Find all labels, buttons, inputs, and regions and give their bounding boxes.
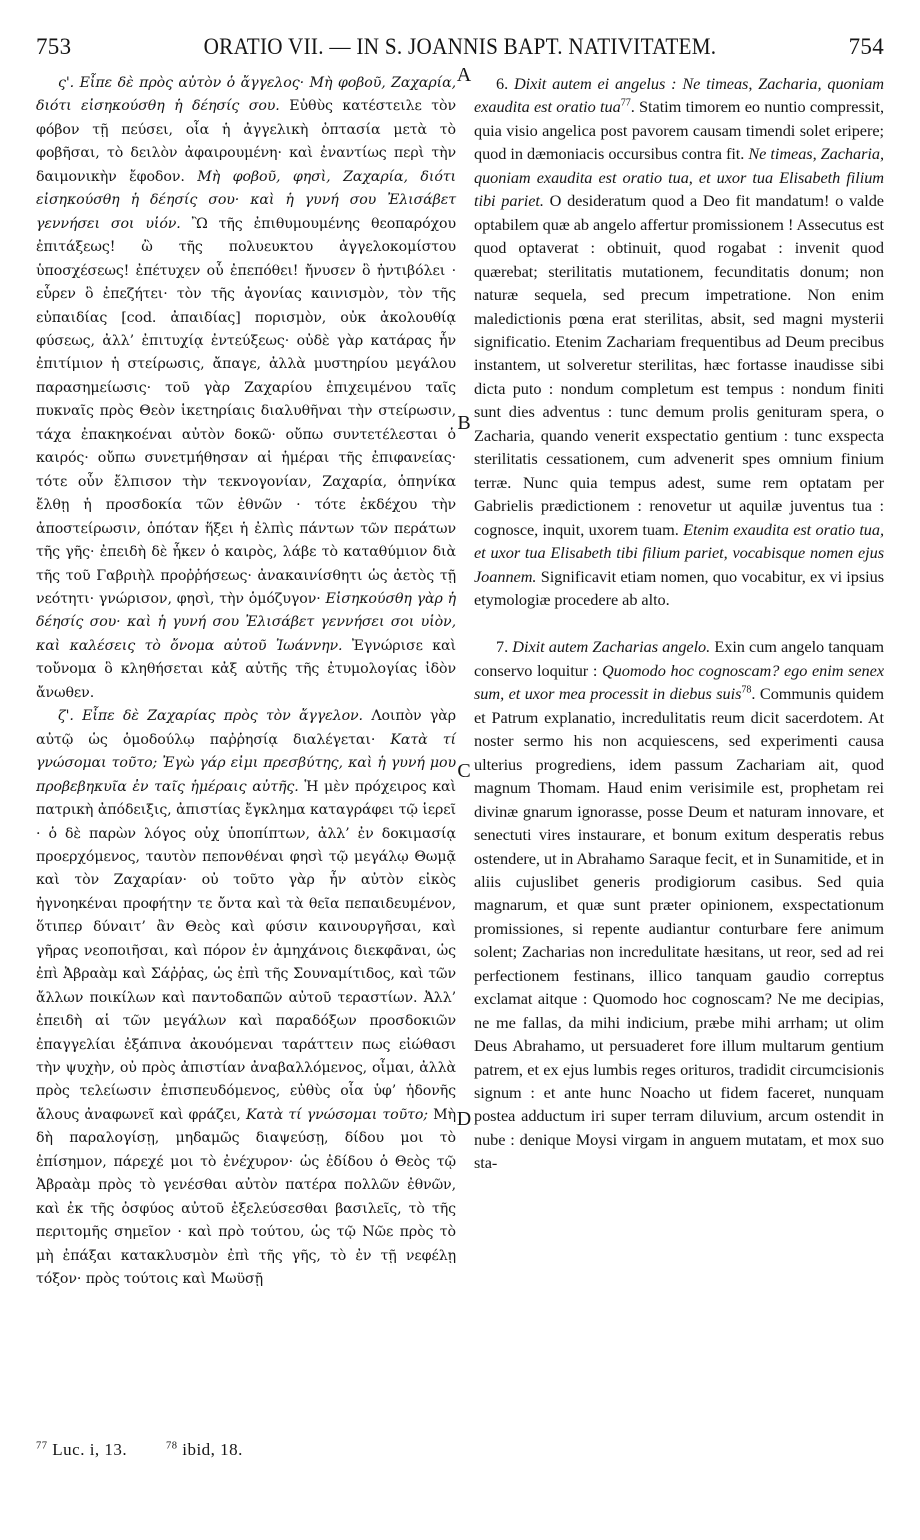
latin-text: . Statim timorem eo nuntio compressit, quia visio angelica post pavorem causam timendi solet eripere; quod in dæmoniacis occursibus contra fit.: [474, 97, 884, 164]
latin-paragraph-6: [474, 72, 884, 611]
footnote-ref: 78: [741, 684, 752, 696]
footnote-text: ibid, 18.: [182, 1440, 243, 1459]
greek-column: [36, 72, 456, 1292]
latin-text: . Communis quidem et Patrum explanatio, incredulitatis reum dicit sacerdotem. At noster sermo his non acquiescens, sed experimenti causa ulterius progrediens, idem passum Zachariam ait, quod magnum Thomam. Haud enim verisimile est, prophetam rei divinæ gnarum ignorasse, posse Deum et naturam innovare, et senectuti vires instaurare, et bonum exitum desperatis rebus ostendere, ut in Abrahamo Saraque fecit, et in Sunamitide, et in aliis cujuslibet generis prodigiorum casibus. Sed quia magnarum, et quæ sunt præter opinionem, exspectationum promissiones, si repente audiantur conturbare fere animum solent; Zacharias non incredulitate hæsitans, ut reor, sed ad rei perfectionem festinans, illico tanquam gaudio correptus exclamat aitque : Quomodo hoc cognoscam? Ne me decipias, ne me fallas, da mihi indicium, præbe mihi arrham; ut olim Deus Abrahamo, ut persuaderet fore illum multarum gentium patrem, et ex ejus lumbis reges orituros, tradidit circumcisionis signum : et ante hunc Noacho ut fidem faceret, nunquam postea adductum iri super terram diluvium, arcum ostendit in nube : denique Moysi virgam in anguem mutatam, et mox suo sta-: [474, 684, 884, 1173]
greek-text: Λοιπὸν γὰρ αὐτῷ ὡς ὁμοδούλῳ παῤῥησίᾳ διαλέγεται·: [36, 708, 456, 748]
greek-text: Εὐθὺς κατέστειλε τὸν φόβον τῇ πεύσει, οἷα ἡ ἀγγελικὴ ὀπτασία μετὰ τὸ φοβῆσαι, τὸ δειλὸν ἀφαιρουμένη· καὶ ἐναντίως περὶ τὴν δαιμονικὴν ἔφοδον.: [36, 98, 456, 185]
footnote: [36, 1440, 127, 1459]
greek-paragraph-7: [36, 705, 456, 1291]
margin-marker-c: C: [457, 760, 471, 782]
latin-quote: Ne timeas, Zacharia, quoniam exaudita est oratio tua, et uxor tua Elisabeth filium tibi pariet.: [474, 144, 884, 211]
footnote-text: Luc. i, 13.: [52, 1440, 128, 1459]
latin-lemma: Dixit autem Zacharias angelo.: [512, 637, 711, 657]
footnotes: [36, 1440, 736, 1460]
margin-marker-a: A: [456, 64, 472, 86]
footnote-ref: 77: [620, 98, 631, 110]
greek-section-number: ς'.: [58, 75, 75, 91]
latin-column: [474, 72, 884, 1175]
margin-marker-d: D: [456, 1108, 472, 1130]
greek-text: Μὴ δὴ παραλογίσῃ, μηδαμῶς διαψεύσῃ, δίδου μοι τὸ ἐπίσημον, πάρεχέ μοι τὸ ἐνέχυρον· ὡς ἐδίδου ὁ Θεὸς τῷ Ἀβραὰμ πρὸς τὸ γενέσθαι αὐτὸν πατέρα πολλῶν ἐθνῶν, καὶ ἐκ τῆς ὀσφύος αὐτοῦ ἐξελεύσεσθαι βασιλεῖς, τὸ τῆς περιτομῆς σημεῖον · καὶ πρὸ τούτου, ὡς τῷ Νῶε πρὸς τὸ μὴ ἐπάξαι κατακλυσμὸν ἐπὶ τῆς γῆς, τὸ ἐν τῇ νεφέλῃ τόξον· πρὸς τούτοις καὶ Μωϋσῇ: [36, 1106, 456, 1288]
running-header: [36, 34, 884, 64]
greek-quote: Κατὰ τί γνώσομαι τοῦτο; Ἐγὼ γάρ εἰμι πρεσβύτης, καὶ ἡ γυνή μου προβεβηκυῖα ἐν ταῖς ἡμέραις αὐτῆς.: [36, 731, 456, 795]
latin-quote: Etenim exaudita est oratio tua, et uxor tua Elisabeth tibi filium pariet, vocabisque nomen ejus Joannem.: [474, 519, 884, 586]
latin-section-number: 6.: [496, 74, 509, 93]
latin-section-number: 7.: [496, 637, 509, 657]
greek-quote: Μὴ φοβοῦ, φησὶ, Ζαχαρία, διότι εἰσηκούσθη ἡ δέησίς σου· καὶ ἡ γυνή σου Ἐλισάβετ γεννήσει σοι υἱόν.: [36, 168, 456, 232]
running-title: ORATIO VII. — IN S. JOANNIS BAPT. NATIVITATEM.: [203, 34, 717, 59]
greek-quote: Κατὰ τί γνώσομαι τοῦτο;: [245, 1106, 428, 1123]
latin-lemma: Dixit autem ei angelus : Ne timeas, Zacharia, quoniam exaudita est oratio tua: [474, 74, 884, 117]
footnote-number: 78: [165, 1440, 178, 1452]
greek-quote: Εἰσηκούσθη γὰρ ἡ δέησίς σου· καὶ ἡ γυνή σου Ἐλισάβετ γεννήσει σοι υἱὸν, καὶ καλέσεις τὸ ὄνομα αὐτοῦ Ἰωάννην.: [36, 590, 457, 654]
footnote: [166, 1440, 243, 1459]
greek-text: Ὢ τῆς ἐπιθυμουμένης θεοπαρόχου ἐπιτάξεως! ὢ τῆς πολυευκτου ἀγγελοκομίστου ὑποσχέσεως! ἐπέτυχεν οὗ ἐπεπόθει! ἤνυσεν ὃ ἠντιβόλει · εὗρεν ὃ ἐπεζήτει· τὸν τῆς ἀγονίας καινισμὸν, τὸν τῆς εὐπαιδίας [cod. ἀπαιδίας] πορισμὸν, οὐκ ἀκολουθίᾳ φύσεως, ἀλλ’ ἐπιτυχίᾳ ἐντεύξεως· οὐδὲ γὰρ κατάρας ἦν ἐπιτίμιον ἡ στείρωσις, ἄπαγε, ἀλλὰ μυστηρίου μεγάλου παρασημείωσις· τοῦ γὰρ Ζαχαρίου ἐπιχειμένου ταῖς πυκναῖς πρὸς Θεὸν ἱκετηρίαις διαλυθῆναι τὴν στείρωσιν, τάχα ἐπακηκοέναι αὐτὸν δοκῶ· οὔπω συντετέλεσται ὁ καιρός· οὔπω συνετμήθησαν αἱ ἡμέραι τῆς ἐπιφανείας· τότε οὖν ἔλπισον τὴν τεκνογονίαν, Ζαχαρία, ὁπηνίκα ἔλθῃ ἡ προσδοκία τῶν ἐθνῶν · τότε ἐκδέχου τὴν ἀποστείρωσιν, ὁπόταν ἥξει ἡ ἐλπὶς πάντων τῶν περάτων τῆς γῆς· ἐπειδὴ δὲ ἧκεν ὁ καιρὸς, λάβε τὸ καταθύμιον διὰ τῆς τοῦ Γαβριὴλ προῤῥήσεως· ἀνακαινίσθητι ὡς ἀετὸς τῇ νεότητι· γνώρισον, φησὶ, τὴν ὁμόζυγον·: [36, 215, 456, 607]
page-number-right: 754: [848, 34, 884, 59]
greek-lemma: Εἶπε δὲ Ζαχαρίας πρὸς τὸν ἄγγελον.: [82, 708, 363, 725]
greek-text: Ἐγνώρισε καὶ τοὔνομα ὃ κληθήσεται κἀξ αὐτῆς τῆς ἐτυμολογίας ἰδὸν ἄνωθεν.: [36, 637, 456, 701]
latin-text: Significavit etiam nomen, quo vocabitur, ex vi ipsius etymologiæ procedere ab alto.: [474, 566, 884, 609]
margin-marker-b: B: [457, 412, 471, 434]
page-number-left: 753: [36, 34, 72, 59]
latin-text: Exin cum angelo tanquam conservo loquitur :: [474, 637, 884, 680]
latin-text: O desideratum quod a Deo fit mandatum! o valde optabilem quæ ab angelo affertur promissionem ! Assecutus est quod optaverat : obtinuit, quod rogabat : invenit quod quærebat; sterilitatis mutationem, fecunditatis donum; non naturæ sequela, sed precum impetratione. Non enim maledictionis pœna erat sterilitas, absit, sed magni mysterii significatio. Etenim Zachariam frequentibus ad Deum precibus instantem, ut solveretur sterilitas, hæc fortasse inaudisse sibi dicta puto : nondum completum est tempus : nondum finiti sunt dies adventus : tunc demum prolis genituram spera, o Zacharia, quando venerit exspectatio gentium : tunc exspecta sterilitatis cessationem, cum advenerit spes omnium finium terræ. Nunc quia tempus adest, sume rem optatam per Gabrielis prædictionem : renovetur ut aquilæ juventus tua : cognosce, inquit, uxorem tuam.: [474, 191, 884, 539]
greek-paragraph-6: [36, 72, 456, 705]
greek-text: Ἡ μὲν πρόχειρος καὶ πατρικὴ ἀπόδειξις, ἀπιστίας ἔγκλημα καταγράφει τῷ ἱερεῖ · ὁ δὲ παρὼν λόγος οὐχ ὑποπίπτων, ἀλλ’ ἐν δοκιμασίᾳ προερχόμενος, ταυτὸν πεπονθέναι φησὶ τῷ μεγάλῳ Θωμᾷ καὶ τὸν Ζαχαρίαν· οὐ τοῦτο γὰρ ἦν αὐτὸν εἰκὸς ἠγνοηκέναι προφήτην τε ὄντα καὶ τὰ θεῖα πεπαιδευμένον, ὅτιπερ δύναιτ’ ἂν Θεὸς καὶ φύσιν καινουργῆσαι, καὶ γῆρας νεοποιῆσαι, καὶ πόρον ἐν ἀμηχάνοις διεκφᾶναι, ὡς ἐπὶ Ἀβραὰμ καὶ Σάῤῥας, ὡς ἐπὶ τῆς Σουναμίτιδος, καὶ τῶν ἄλλων ποικίλων καὶ παντοδαπῶν αὐτοῦ τεραστίων. Ἀλλ’ ἐπειδὴ αἱ τῶν μεγάλων καὶ παραδόξων προσδοκιῶν ἐπαγγελίαι ἐξάπινα ἀκουόμεναι ταράττειν πως εἰώθασι τὴν ψυχὴν, οὐ πρὸς ἀπιστίαν ἀναβαλλόμενος, οἶμαι, ἀλλὰ πρὸς τελείωσιν ἐπισπευδόμενος, εὐθὺς οἷα ὑφ’ ἡδονῆς ἄλους ἀναφωνεῖ καὶ φράζει,: [36, 778, 456, 1123]
greek-section-number: ζ'.: [58, 708, 74, 725]
greek-lemma: Εἶπε δὲ πρὸς αὐτὸν ὁ ἄγγελος· Μὴ φοβοῦ, Ζαχαρία, διότι εἰσηκούσθη ἡ δέησίς σου.: [36, 75, 456, 115]
latin-quote: Quomodo hoc cognoscam? ego enim senex sum, et uxor mea processit in diebus suis: [474, 660, 884, 704]
footnote-number: 77: [36, 1440, 48, 1452]
latin-paragraph-7: [474, 635, 884, 1174]
